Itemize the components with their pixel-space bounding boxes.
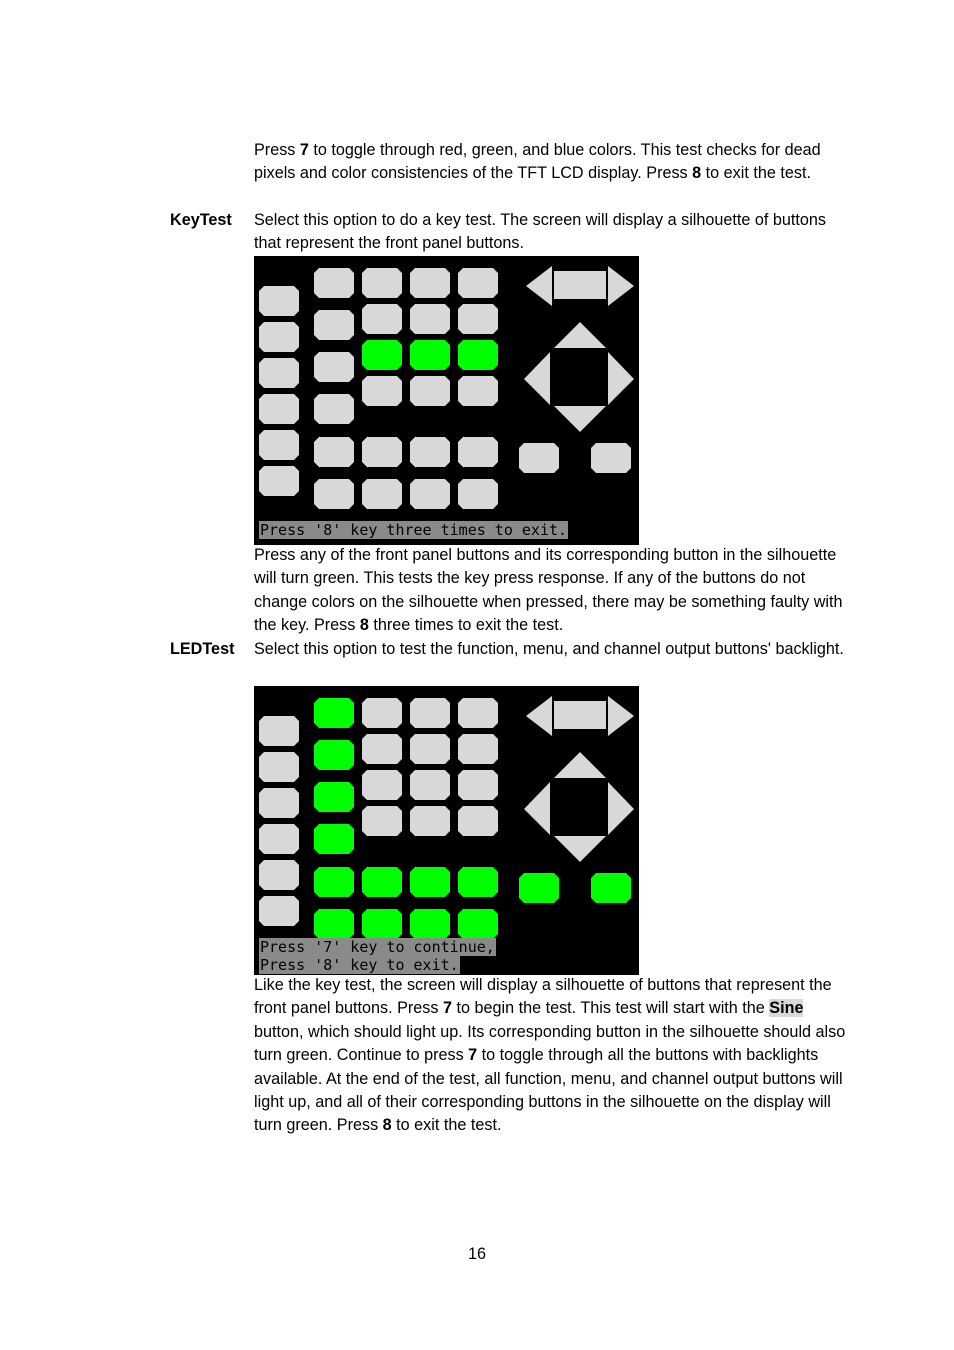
ledtest-silhouette-button-grid-r2-c1 — [362, 770, 402, 800]
keytest-silhouette-button-grid-r0-c3 — [458, 268, 498, 298]
sine-button-label: Sine — [769, 999, 804, 1018]
keytest-silhouette-button-grid-r3-c2 — [410, 376, 450, 406]
ledtest-silhouette-button-mid-0 — [314, 698, 354, 728]
keytest-silhouette-button-grid-r5-c3 — [458, 479, 498, 509]
ledtest-silhouette-button-grid-r5-c3 — [458, 909, 498, 939]
keytest-silhouette-button-grid-r2-c3 — [458, 340, 498, 370]
keytest-silhouette-button-grid-r1-c1 — [362, 304, 402, 334]
keytest-right-arrow-icon — [606, 266, 634, 311]
keytest-silhouette-button-grid-r4-c3 — [458, 437, 498, 467]
ledtest-screen — [254, 686, 639, 975]
keytest-after-paragraph: Press any of the front panel buttons and its corresponding button in the silhouette will turn green. This tests the key press response. If any of the buttons do not change colors on the silhouette when pressed, there may be something faulty with the key. Press 8 three times to exit the test. — [254, 546, 843, 635]
keytest-screen — [254, 256, 639, 545]
ledtest-silhouette-button-grid-r0-c3 — [458, 698, 498, 728]
keytest-left-arrow-icon — [526, 266, 554, 311]
keytest-silhouette-button-left-1 — [259, 322, 299, 352]
ledtest-horizontal-bar-icon — [554, 701, 606, 734]
keytest-silhouette-button-grid-r5-c1 — [362, 479, 402, 509]
keytest-silhouette-button-side-left — [519, 443, 559, 473]
keytest-silhouette-button-grid-r4-c2 — [410, 437, 450, 467]
keytest-horizontal-bar-icon — [554, 271, 606, 304]
keytest-up-arrow-icon — [553, 322, 607, 355]
keytest-silhouette-button-grid-r0-c2 — [410, 268, 450, 298]
keytest-silhouette-button-mid-5 — [314, 479, 354, 509]
ledtest-screen-message-1: Press '7' key to continue, — [260, 938, 495, 956]
ledtest-silhouette-button-mid-4 — [314, 867, 354, 897]
keytest-screen-message: Press '8' key three times to exit. — [260, 521, 568, 539]
keytest-silhouette-button-grid-r0-c1 — [362, 268, 402, 298]
keytest-silhouette-button-left-4 — [259, 430, 299, 460]
ledtest-term: LEDTest — [170, 640, 235, 658]
keytest-silhouette-button-left-3 — [259, 394, 299, 424]
ledtest-left-dpad-arrow-icon — [524, 782, 552, 841]
ledtest-silhouette-button-left-5 — [259, 896, 299, 926]
ledtest-silhouette-button-left-2 — [259, 788, 299, 818]
keytest-silhouette-button-grid-r1-c3 — [458, 304, 498, 334]
keytest-silhouette-button-left-5 — [259, 466, 299, 496]
ledtest-right-arrow-icon — [606, 696, 634, 741]
ledtest-description: Select this option to test the function, menu, and channel output buttons' backlight. — [254, 640, 844, 658]
keytest-left-dpad-arrow-icon — [524, 352, 552, 411]
ledtest-down-arrow-icon — [553, 836, 607, 869]
keytest-down-arrow-icon — [553, 406, 607, 439]
ledtest-screen-message-2: Press '8' key to exit. — [260, 956, 459, 974]
ledtest-silhouette-button-left-3 — [259, 824, 299, 854]
keytest-silhouette-button-mid-4 — [314, 437, 354, 467]
page-number: 16 — [467, 1245, 486, 1263]
keytest-term: KeyTest — [170, 211, 232, 229]
ledtest-silhouette-button-mid-2 — [314, 782, 354, 812]
keytest-silhouette-button-grid-r2-c2 — [410, 340, 450, 370]
ledtest-right-dpad-arrow-icon — [608, 782, 636, 841]
keytest-silhouette-button-grid-r3-c3 — [458, 376, 498, 406]
ledtest-silhouette-button-left-0 — [259, 716, 299, 746]
ledtest-silhouette-button-grid-r4-c1 — [362, 867, 402, 897]
ledtest-silhouette-button-mid-3 — [314, 824, 354, 854]
ledtest-silhouette-button-grid-r4-c2 — [410, 867, 450, 897]
keytest-silhouette-button-left-2 — [259, 358, 299, 388]
ledtest-silhouette-button-grid-r3-c1 — [362, 806, 402, 836]
keytest-description: Select this option to do a key test. The screen will display a silhouette of buttons that represent the front panel buttons. — [254, 211, 826, 253]
ledtest-silhouette-button-grid-r2-c2 — [410, 770, 450, 800]
ledtest-silhouette-button-left-4 — [259, 860, 299, 890]
ledtest-silhouette-button-mid-1 — [314, 740, 354, 770]
keytest-silhouette-button-grid-r1-c2 — [410, 304, 450, 334]
keytest-silhouette-button-grid-r3-c1 — [362, 376, 402, 406]
keytest-silhouette-button-grid-r5-c2 — [410, 479, 450, 509]
ledtest-up-arrow-icon — [553, 752, 607, 785]
intro-paragraph: Press 7 to toggle through red, green, and blue colors. This test checks for dead pixels and color consistencies of the TFT LCD display. Press 8 to exit the test. — [254, 141, 821, 183]
ledtest-silhouette-button-left-1 — [259, 752, 299, 782]
keytest-silhouette-button-left-0 — [259, 286, 299, 316]
ledtest-left-arrow-icon — [526, 696, 554, 741]
ledtest-silhouette-button-mid-5 — [314, 909, 354, 939]
keytest-right-dpad-arrow-icon — [608, 352, 636, 411]
keytest-silhouette-button-mid-0 — [314, 268, 354, 298]
keytest-silhouette-button-grid-r2-c1 — [362, 340, 402, 370]
ledtest-silhouette-button-grid-r1-c3 — [458, 734, 498, 764]
keytest-silhouette-button-mid-3 — [314, 394, 354, 424]
keytest-silhouette-button-grid-r4-c1 — [362, 437, 402, 467]
ledtest-silhouette-button-grid-r3-c3 — [458, 806, 498, 836]
ledtest-silhouette-button-grid-r1-c2 — [410, 734, 450, 764]
ledtest-silhouette-button-grid-r1-c1 — [362, 734, 402, 764]
ledtest-silhouette-button-side-left — [519, 873, 559, 903]
ledtest-after-paragraph: Like the key test, the screen will display a silhouette of buttons that represent the front panel buttons. Press 7 to begin the test. This test will start with the Sine button, which should light up. Its corresponding button in the silhouette should also turn green. Continue to press 7 to toggle through all the buttons with backlights available. At the end of the test, all function, menu, and channel output buttons will light up, and all of their corresponding buttons in the silhouette on the display will turn green. Press 8 to exit the test. — [254, 976, 846, 1135]
ledtest-silhouette-button-grid-r2-c3 — [458, 770, 498, 800]
keytest-silhouette-button-mid-1 — [314, 310, 354, 340]
ledtest-silhouette-button-grid-r0-c1 — [362, 698, 402, 728]
ledtest-silhouette-button-grid-r5-c2 — [410, 909, 450, 939]
keytest-silhouette-button-side-right — [591, 443, 631, 473]
ledtest-silhouette-button-grid-r4-c3 — [458, 867, 498, 897]
ledtest-silhouette-button-grid-r0-c2 — [410, 698, 450, 728]
ledtest-silhouette-button-grid-r3-c2 — [410, 806, 450, 836]
ledtest-silhouette-button-side-right — [591, 873, 631, 903]
keytest-silhouette-button-mid-2 — [314, 352, 354, 382]
ledtest-silhouette-button-grid-r5-c1 — [362, 909, 402, 939]
